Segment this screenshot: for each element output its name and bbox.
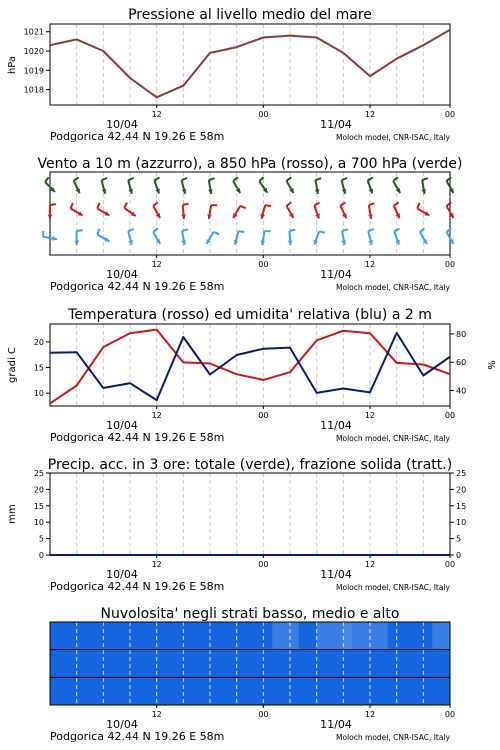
- cloud-cell: [361, 622, 370, 650]
- cloud-cell: [352, 622, 361, 650]
- pressure-ylabel: hPa: [7, 55, 18, 75]
- barb-feather: [422, 178, 428, 180]
- barb-feather: [238, 231, 244, 232]
- y2-tick-label: 0: [456, 551, 462, 560]
- y-tick-label: 10: [33, 518, 44, 528]
- barb-feather: [368, 229, 374, 231]
- temperature-line: [50, 330, 450, 404]
- cloud-cell: [281, 622, 290, 650]
- date-label: 11/04: [320, 419, 352, 432]
- location-label: Podgorica 42.44 N 19.26 E 58m: [50, 130, 225, 143]
- wind-barb: [128, 229, 134, 245]
- cloud-cell: [334, 622, 343, 650]
- x-tick-label: 00: [444, 411, 456, 420]
- y2-tick-label: 60: [456, 358, 467, 368]
- barb-feather: [74, 177, 79, 180]
- date-label: 11/04: [320, 268, 352, 281]
- y-tick-label: 15: [33, 501, 44, 511]
- date-label: 10/04: [106, 118, 138, 131]
- x-tick-label: 12: [364, 560, 376, 569]
- y2-tick-label: 80: [456, 329, 467, 339]
- wind-barb: [314, 203, 320, 219]
- barb-feather: [77, 230, 83, 231]
- date-label: 10/04: [106, 268, 138, 281]
- precip-ylabel: mm: [7, 504, 18, 524]
- y-tick-label: 1020: [23, 47, 44, 56]
- y2-tick-label: 10: [456, 518, 467, 528]
- barb-feather: [153, 202, 158, 206]
- wind-barb: [48, 204, 56, 219]
- barb-feather: [368, 178, 373, 181]
- model-credit: Moloch model, CNR-ISAC, Italy: [336, 583, 450, 592]
- pressure-line: [50, 30, 450, 98]
- x-tick-label: 12: [364, 110, 376, 119]
- cloud-cell: [326, 622, 335, 650]
- barb-feather: [289, 230, 295, 231]
- barb-feather: [393, 177, 398, 181]
- barb-feather: [128, 178, 134, 180]
- barb-feather: [314, 203, 319, 206]
- location-label: Podgorica 42.44 N 19.26 E 58m: [50, 580, 225, 593]
- y2-tick-label: 15: [456, 501, 467, 511]
- wind-barb: [233, 206, 246, 218]
- cloud-cell: [290, 622, 299, 650]
- barb-feather: [394, 202, 399, 205]
- barb-feather: [319, 231, 325, 232]
- date-label: 11/04: [320, 718, 352, 731]
- x-tick-label: 12: [151, 411, 162, 420]
- wind-barb: [368, 203, 374, 219]
- barb-feather: [447, 202, 452, 206]
- wind-barb: [314, 231, 325, 244]
- wind-barb: [368, 229, 374, 245]
- x-tick-label: 00: [444, 710, 456, 719]
- barb-feather: [97, 203, 99, 209]
- date-label: 11/04: [320, 568, 352, 581]
- x-tick-label: 12: [151, 260, 162, 269]
- barb-feather: [214, 232, 220, 234]
- x-tick-label: 12: [364, 411, 376, 420]
- wind-barb: [128, 178, 134, 194]
- location-label: Podgorica 42.44 N 19.26 E 58m: [50, 431, 225, 444]
- barb-feather: [340, 202, 345, 205]
- x-tick-label: 12: [151, 710, 162, 719]
- wind-barb: [207, 205, 217, 219]
- precip-chart: [34, 469, 466, 593]
- temp-rh-chart: [34, 324, 466, 444]
- cloud-cell: [343, 622, 352, 650]
- cloud-cell: [272, 622, 281, 650]
- pressure-chart-title: Pressione al livello medio del mare: [128, 7, 372, 23]
- wind-barb: [368, 178, 373, 194]
- cloud-cell: [370, 622, 379, 650]
- wind-barb: [260, 205, 271, 219]
- x-tick-label: 00: [444, 560, 456, 569]
- barb-feather: [447, 228, 452, 232]
- x-tick-label: 00: [444, 110, 456, 119]
- cloud-cell: [441, 622, 450, 650]
- location-label: Podgorica 42.44 N 19.26 E 58m: [50, 280, 225, 293]
- wind-barb: [208, 178, 214, 194]
- plot-frame: [50, 473, 450, 555]
- y-tick-label: 1021: [23, 27, 44, 37]
- location-label: Podgorica 42.44 N 19.26 E 58m: [50, 730, 225, 743]
- wind-barb: [153, 202, 160, 218]
- barb-feather: [45, 177, 49, 182]
- plot-frame: [50, 324, 450, 406]
- wind-barb: [341, 229, 347, 245]
- wind-barb: [342, 178, 348, 194]
- date-label: 10/04: [106, 718, 138, 731]
- barb-feather: [265, 205, 271, 206]
- wind-barb: [340, 202, 346, 218]
- wind-barb: [182, 178, 188, 194]
- barb-feather: [287, 202, 292, 206]
- y-tick-label: 5: [38, 534, 44, 544]
- barb-head: [48, 215, 53, 219]
- pressure-chart: [24, 24, 455, 143]
- wind-barb: [288, 230, 295, 245]
- wind-barb: [102, 178, 108, 194]
- wind-barb: [181, 229, 187, 245]
- cloud-cell: [317, 622, 326, 650]
- barb-feather: [124, 203, 127, 208]
- clouds-chart: [50, 622, 455, 743]
- model-credit: Moloch model, CNR-ISAC, Italy: [336, 283, 450, 292]
- barb-feather: [417, 203, 419, 209]
- barb-head: [74, 241, 79, 245]
- model-credit: Moloch model, CNR-ISAC, Italy: [336, 733, 450, 742]
- wind-chart-title: Vento a 10 m (azzurro), a 850 hPa (rosso), a 700 hPa (verde): [37, 156, 463, 172]
- y-tick-label: 15: [33, 363, 44, 373]
- wind-barb: [287, 202, 294, 218]
- x-tick-label: 00: [258, 710, 269, 719]
- wind-barb: [207, 232, 220, 244]
- barb-feather: [128, 229, 134, 231]
- barb-head: [181, 214, 186, 219]
- y-tick-label: 20: [33, 337, 44, 347]
- x-tick-label: 12: [151, 560, 162, 569]
- x-tick-label: 00: [258, 560, 269, 569]
- y-tick-label: 10: [33, 389, 44, 399]
- cloud-cell: [379, 622, 388, 650]
- barb-feather: [315, 178, 321, 180]
- temp-ylabel: gradi C: [7, 347, 18, 383]
- cloud-cell: [432, 622, 441, 650]
- wind-barb: [74, 230, 82, 245]
- cloud-base: [50, 622, 450, 705]
- y-tick-label: 25: [33, 469, 44, 478]
- wind-barb: [394, 229, 400, 245]
- barb-feather: [447, 177, 452, 181]
- barb-feather: [420, 228, 425, 232]
- precip-chart-title: Precip. acc. in 3 ore: totale (verde), frazione solida (tratt.): [47, 457, 453, 473]
- y2-tick-label: 40: [456, 386, 467, 396]
- barb-feather: [102, 178, 108, 180]
- barb-feather: [97, 229, 99, 235]
- barb-feather: [240, 206, 246, 208]
- barb-feather: [182, 178, 188, 180]
- barb-feather: [394, 229, 399, 232]
- barb-feather: [154, 178, 159, 181]
- wind-barb: [421, 178, 427, 194]
- x-tick-label: 00: [258, 411, 269, 420]
- wind-barb: [181, 204, 188, 219]
- x-tick-label: 00: [258, 110, 269, 119]
- wind-barb: [74, 177, 80, 193]
- wind-barb: [234, 231, 245, 245]
- plot-frame: [50, 24, 450, 105]
- x-tick-label: 12: [364, 710, 376, 719]
- clouds-chart-title: Nuvolosita' negli strati basso, medio e alto: [100, 606, 400, 622]
- y-tick-label: 20: [33, 485, 44, 495]
- barb-feather: [50, 204, 56, 205]
- y2-tick-label: 5: [456, 534, 462, 544]
- y-tick-label: 1019: [23, 66, 44, 76]
- wind-barb: [315, 178, 321, 194]
- barb-feather: [209, 178, 215, 180]
- plot-frame: [50, 172, 450, 255]
- temp-rh-chart-title: Temperatura (rosso) ed umidita' relativa (blu) a 2 m: [68, 307, 432, 323]
- wind-barb: [261, 231, 271, 245]
- barb-head: [288, 240, 293, 245]
- model-credit: Moloch model, CNR-ISAC, Italy: [336, 434, 450, 443]
- x-tick-label: 12: [151, 110, 162, 119]
- y2-tick-label: 25: [456, 469, 467, 478]
- date-label: 10/04: [106, 419, 138, 432]
- wind-chart: [43, 172, 455, 293]
- x-tick-label: 12: [364, 260, 376, 269]
- x-tick-label: 00: [444, 260, 456, 269]
- wind-barb: [394, 202, 400, 218]
- barb-feather: [233, 177, 238, 181]
- rh-ylabel: %: [485, 360, 496, 370]
- barb-feather: [153, 228, 158, 232]
- y-tick-label: 0: [38, 551, 44, 560]
- date-label: 10/04: [106, 568, 138, 581]
- barb-feather: [183, 204, 189, 205]
- model-credit: Moloch model, CNR-ISAC, Italy: [336, 133, 450, 142]
- date-label: 11/04: [320, 118, 352, 131]
- y2-tick-label: 20: [456, 485, 467, 495]
- y-tick-label: 1018: [23, 85, 44, 95]
- barb-feather: [71, 203, 73, 209]
- wind-barb: [154, 178, 160, 194]
- barb-feather: [342, 178, 348, 180]
- barb-feather: [287, 177, 292, 181]
- x-tick-label: 00: [258, 260, 269, 269]
